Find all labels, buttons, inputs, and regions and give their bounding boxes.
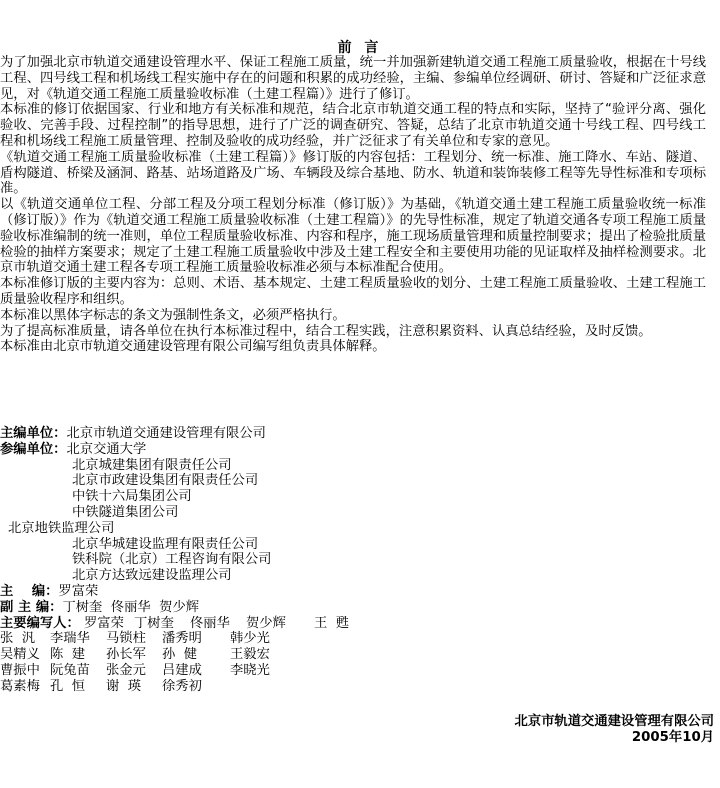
deputy-editors-value: 丁树奎 佟丽华 贺少辉 (62, 599, 200, 615)
drafter-name: 谢 瑛 (106, 678, 142, 694)
participating-unit: 铁科院（北京）工程咨询有限公司 (72, 552, 272, 568)
drafter-name: 曹振中 (0, 662, 40, 678)
chief-editor-row (0, 584, 706, 600)
drafter-name: 王毅宏 (230, 647, 270, 663)
preface-paragraph: 本标准由北京市轨道交通建设管理有限公司编写组负责具体解释。 (0, 339, 386, 355)
page-title: 前 言 (337, 40, 383, 56)
drafters-line (0, 647, 706, 663)
participating-unit: 北京市政建设集团有限责任公司 (72, 473, 259, 489)
deputy-editors-label: 副 主 编： (0, 599, 63, 615)
preface-paragraph: 本标准修订版的主要内容为：总则、术语、基本规定、土建工程质量验收的划分、土建工程施工质量验收、土建工程施工质量验收程序和组织。 (0, 276, 706, 307)
signature-block (515, 714, 714, 746)
drafter-name: 韩少光 (230, 631, 270, 647)
participating-unit: 北京华城建设监理有限责任公司 (72, 536, 259, 552)
editorial-units (0, 426, 706, 695)
participating-unit-first: 北京交通大学 (66, 441, 147, 457)
participating-units-row (0, 442, 706, 458)
drafters-line (0, 679, 706, 695)
drafter-name: 徐秀初 (162, 678, 202, 694)
participating-unit: 北京方达致远建设监理公司 (72, 568, 232, 584)
participating-unit: 北京城建集团有限责任公司 (72, 457, 232, 473)
drafter-name: 孙 健 (162, 647, 198, 663)
drafter-name: 阮兔苗 (50, 662, 90, 678)
drafter-name: 丁树奎 (134, 615, 174, 631)
drafter-name: 马锁柱 (106, 631, 146, 647)
preface-paragraph: 本标准的修订依据国家、行业和地方有关标准和规范，结合北京市轨道交通工程的特点和实际，坚持了“验评分离、强化验收、完善手段、过程控制”的指导思想，进行了广泛的调查研究、答疑，总结了北京市轨道交通十号线工程、四号线工程和机场线工程施工质量管理、控制及验收的成功经验，并广泛征求了有关单位和专家的意见。 (0, 102, 706, 149)
preface-paragraph: 为了提高标准质量，请各单位在执行本标准过程中，结合工程实践，注意积累资料、认真总结经验，及时反馈。 (0, 323, 652, 339)
drafter-name: 贺少辉 (246, 615, 286, 631)
preface-body (0, 55, 706, 355)
preface-paragraph: 《轨道交通工程施工质量验收标准（土建工程篇）》修订版的内容包括：工程划分、统一标准、施工降水、车站、隧道、盾构隧道、桥梁及涵洞、路基、站场道路及广场、车辆段及综合基地、防水、轨道和装饰装修工程等先导性标准和专项标准。 (0, 149, 706, 197)
drafter-name: 王 甦 (314, 615, 350, 631)
drafter-name: 潘秀明 (162, 631, 202, 647)
deputy-editors-row (0, 600, 706, 616)
chief-editor-label: 主 编： (0, 583, 59, 599)
drafter-name: 佟丽华 (190, 615, 230, 631)
chief-editor-unit-value: 北京市轨道交通建设管理有限公司 (66, 426, 266, 441)
participating-unit: 北京地铁监理公司 (8, 520, 115, 536)
participating-unit: 中铁隧道集团公司 (72, 504, 179, 520)
chief-editor-unit-row (0, 426, 706, 442)
participating-unit: 中铁十六局集团公司 (72, 489, 192, 505)
drafters-line (0, 631, 706, 647)
signature-date: 2005年10月 (631, 730, 714, 745)
preface-paragraph: 为了加强北京市轨道交通建设管理水平、保证工程施工质量，统一并加强新建轨道交通工程施工质量验收，根据在十号线工程、四号线工程和机场线工程实施中存在的问题和积累的成功经验，主编、参编单位经调研、研讨、答疑和广泛征求意见，对《轨道交通工程施工质量验收标准（土建工程篇）》进行了修订。 (0, 55, 706, 102)
preface-paragraph: 本标准以黑体字标志的条文为强制性条文，必须严格执行。 (0, 307, 346, 323)
drafter-name: 吕建成 (162, 662, 202, 678)
drafter-name: 吴精义 (0, 647, 40, 663)
drafters-row (0, 616, 706, 632)
drafter-name: 李瑞华 (50, 631, 90, 647)
drafter-name: 李晓光 (230, 662, 270, 678)
preface-paragraph: 以《轨道交通单位工程、分部工程及分项工程划分标准（修订版）》为基础，《轨道交通土建工程施工质量验收统一标准（修订版）》作为《轨道交通工程施工质量验收标准（土建工程篇）》的先导性标准，规定了轨道交通各专项工程施工质量验收标准编制的统一准则，单位工程质量验收标准、内容和程序，施工现场质量管理和质量控制要求；提出了检验批质量检验的抽样方案要求；规定了土建工程施工质量验收中涉及土建工程安全和主要使用功能的见证取样及抽样检测要求。北京市轨道交通土建工程各专项工程施工质量验收标准必须与本标准配合使用。 (0, 197, 706, 276)
drafter-name: 张 汎 (0, 631, 36, 647)
drafter-name: 罗富荣 (84, 615, 124, 631)
drafters-line (0, 663, 706, 679)
drafters-list (0, 631, 706, 694)
drafter-name: 张金元 (106, 662, 146, 678)
drafter-name: 孙长军 (106, 647, 146, 663)
chief-editor-unit-label: 主编单位： (0, 426, 67, 441)
drafters-label: 主要编写人： (0, 615, 80, 631)
chief-editor-value: 罗富荣 (58, 583, 99, 599)
signature-org: 北京市轨道交通建设管理有限公司 (514, 714, 714, 729)
participating-units-label: 参编单位： (0, 441, 67, 457)
drafter-name: 陈 建 (50, 647, 86, 663)
participating-unit-list (0, 458, 706, 584)
drafter-name: 葛素梅 (0, 678, 40, 694)
drafter-name: 孔 恒 (50, 678, 86, 694)
